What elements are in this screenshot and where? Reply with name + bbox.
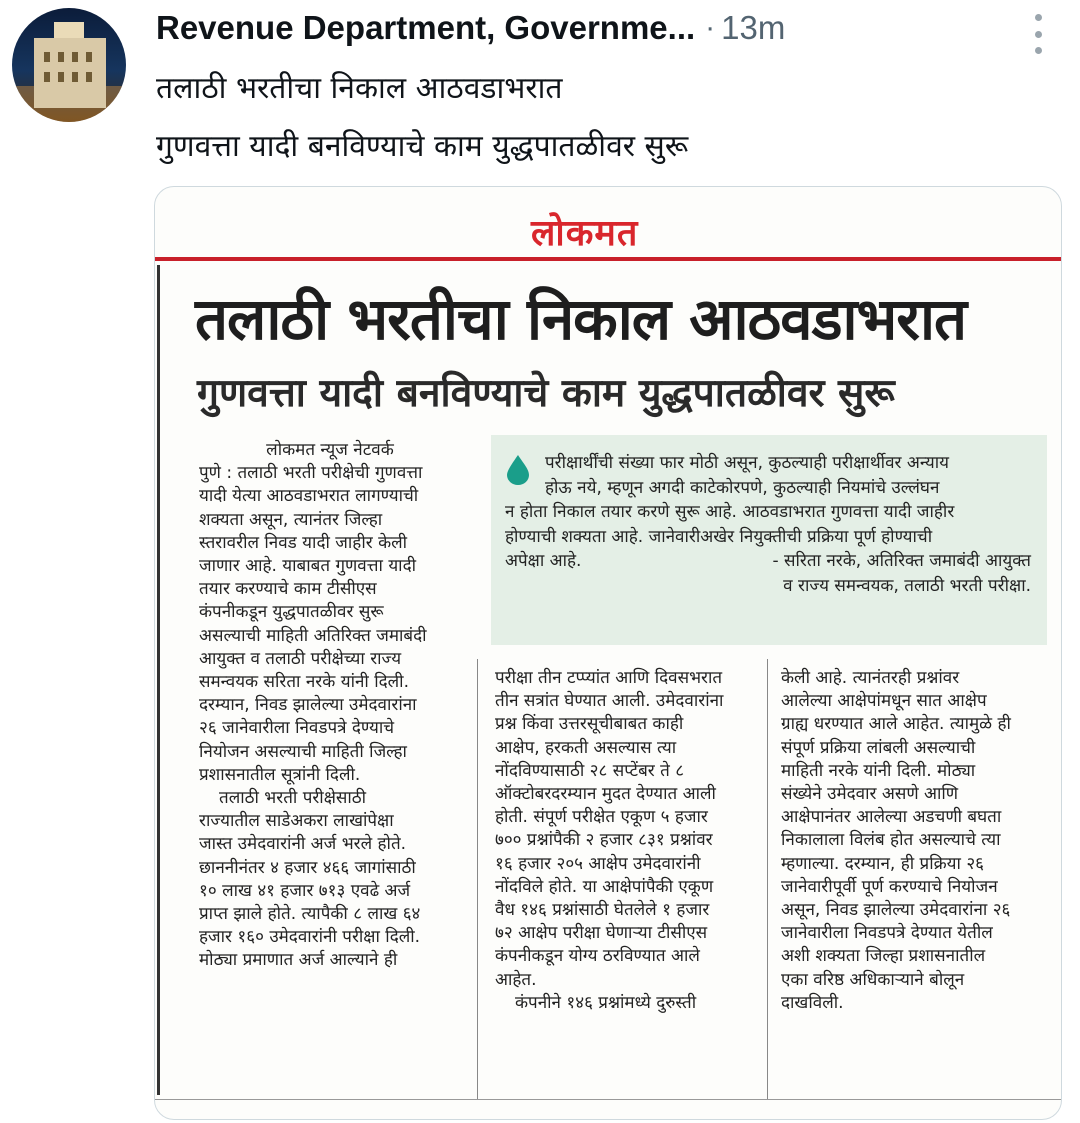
column-line: असून, निवड झालेल्या उमेदवारांना २६ (781, 900, 1011, 921)
article-column-1 (199, 439, 461, 973)
column-line: असल्याची माहिती अतिरिक्त जमाबंदी (199, 625, 427, 646)
avatar-window (86, 52, 92, 62)
column-line: समन्वयक सरिता नरके यांनी दिली. (199, 672, 409, 693)
column-line: छाननीनंतर ४ हजार ४६६ जागांसाठी (199, 857, 416, 878)
avatar-window (86, 72, 92, 82)
post-header (156, 8, 1036, 48)
avatar[interactable] (12, 8, 126, 122)
column-divider (477, 659, 478, 1099)
column-line: एका वरिष्ठ अधिकाऱ्याने बोलून (781, 969, 965, 990)
more-dot (1035, 14, 1042, 21)
column-line: प्रश्न किंवा उत्तरसूचीबाबत काही (495, 714, 684, 735)
column-line: प्राप्त झाले होते. त्यापैकी ८ लाख ६४ (199, 904, 421, 925)
column-line: हजार १६० उमेदवारांनी परीक्षा दिली. (199, 927, 421, 948)
column-line: परीक्षा तीन टप्प्यांत आणि दिवसभरात (495, 668, 723, 688)
post-timestamp[interactable]: 13m (721, 9, 786, 46)
column-line: १६ हजार २०५ आक्षेप उमेदवारांनी (495, 853, 701, 874)
avatar-window (44, 52, 50, 62)
column-line: ७२ आक्षेप परीक्षा घेणाऱ्या टीसीएस (495, 923, 708, 944)
article-column-2 (495, 667, 753, 1015)
left-column-rule (157, 265, 160, 1095)
column-line: अशी शक्यता जिल्हा प्रशासनातील (781, 946, 986, 967)
header-separator: · (705, 11, 716, 44)
column-line: दरम्यान, निवड झालेल्या उमेदवारांना (199, 695, 417, 716)
column-line: २६ जानेवारीला निवडपत्रे देण्याचे (199, 718, 395, 739)
more-dot (1035, 31, 1042, 38)
article-subheadline: गुणवत्ता यादी बनविण्याचे काम युद्धपातळीवर सुरू (197, 371, 895, 416)
more-options-icon[interactable] (1028, 14, 1048, 54)
quote-line: अपेक्षा आहे. (505, 551, 582, 571)
column-line: आक्षेप, हरकती असल्यास त्या (495, 737, 677, 758)
column-line: माहिती नरके यांनी दिली. मोठ्या (781, 760, 976, 781)
pull-quote-text (505, 451, 1035, 598)
avatar-window (44, 72, 50, 82)
column-line: प्रशासनातील सूत्रांनी दिली. (199, 764, 361, 785)
column-line: मोठ्या प्रमाणात अर्ज आल्याने ही (199, 950, 398, 971)
article-byline: लोकमत न्यूज नेटवर्क (266, 440, 394, 460)
column-line: म्हणाल्या. दरम्यान, ही प्रक्रिया २६ (781, 853, 985, 874)
column-line: तीन सत्रांत घेण्यात आली. उमेदवारांना (495, 691, 724, 712)
column-line: १० लाख ४१ हजार ७१३ एवढे अर्ज (199, 880, 411, 901)
column-line: कंपनीकडून योग्य ठरविण्यात आले (495, 946, 700, 967)
quote-drop-icon (505, 453, 531, 485)
avatar-window (58, 72, 64, 82)
column-line: होती. संपूर्ण परीक्षेत एकूण ५ हजार (495, 807, 708, 828)
column-line: राज्यातील साडेअकरा लाखांपेक्षा (199, 811, 394, 832)
column-line: जाणार आहे. याबाबत गुणवत्ता यादी (199, 556, 417, 577)
avatar-window (72, 52, 78, 62)
newspaper-logo: लोकमत (531, 212, 639, 254)
quote-line: न होता निकाल तयार करणे सुरू आहे. आठवडाभरात गुणवत्ता यादी जाहीर (505, 502, 955, 522)
column-line: कंपनीकडून युद्धपातळीवर सुरू (199, 602, 384, 623)
column-line: तयार करण्याचे काम टीसीएस (199, 579, 377, 600)
avatar-window (72, 72, 78, 82)
column-line: तलाठी भरती परीक्षेसाठी (219, 788, 367, 809)
column-line: निकालाला विलंब होत असल्याचे त्या (781, 830, 1001, 851)
avatar-window (58, 52, 64, 62)
column-line: यादी येत्या आठवडाभरात लागण्याची (199, 486, 419, 507)
column-line: दाखविली. (781, 992, 844, 1013)
article-headline: तलाठी भरतीचा निकाल आठवडाभरात (195, 285, 967, 353)
pull-quote-box (491, 435, 1047, 645)
column-line: नियोजन असल्याची माहिती जिल्हा (199, 741, 407, 762)
column-line: संख्येने उमेदवार असणे आणि (781, 784, 959, 805)
page-bottom-rule (155, 1099, 1061, 1100)
column-divider (767, 659, 768, 1099)
column-line: वैध १४६ प्रश्नांसाठी घेतलेले १ हजार (495, 900, 710, 921)
column-line: कंपनीने १४६ प्रश्नांमध्ये दुरुस्ती (515, 992, 697, 1013)
column-line: स्तरावरील निवड यादी जाहीर केली (199, 532, 408, 553)
column-line: आक्षेपानंतर आलेल्या अडचणी बघता (781, 807, 1002, 828)
quote-line: होण्याची शक्यता आहे. जानेवारीअखेर नियुक्तीची प्रक्रिया पूर्ण होण्याची (505, 526, 933, 547)
column-line: नोंदविले होते. या आक्षेपांपैकी एकूण (495, 876, 714, 897)
column-line: पुणे : तलाठी भरती परीक्षेची गुणवत्ता (199, 463, 423, 484)
column-line: ग्राह्य धरण्यात आले आहेत. त्यामुळे ही (781, 714, 1011, 735)
article-column-3 (781, 667, 1053, 1015)
quote-line: परीक्षार्थींची संख्या फार मोठी असून, कुठल्याही परीक्षार्थीवर अन्याय (545, 453, 950, 473)
column-line: केली आहे. त्यानंतरही प्रश्नांवर (781, 668, 960, 688)
column-line: आलेल्या आक्षेपांमधून सात आक्षेप (781, 691, 987, 712)
column-line: ७०० प्रश्नांपैकी २ हजार ८३१ प्रश्नांवर (495, 830, 713, 851)
column-line: जानेवारीपूर्वी पूर्ण करण्याचे नियोजन (781, 876, 998, 897)
masthead-rule (155, 257, 1061, 261)
column-line: आयुक्त व तलाठी परीक्षेच्या राज्य (199, 648, 402, 669)
column-line: नोंदविण्यासाठी २८ सप्टेंबर ते ८ (495, 760, 685, 781)
column-line: शक्यता असून, त्यानंतर जिल्हा (199, 509, 383, 530)
column-line: जानेवारीला निवडपत्रे देण्यात येतील (781, 923, 993, 944)
quote-attribution: - सरिता नरके, अतिरिक्त जमाबंदी आयुक्त (772, 551, 1031, 571)
more-dot (1035, 47, 1042, 54)
account-name[interactable]: Revenue Department, Governme... (156, 9, 696, 46)
column-line: संपूर्ण प्रक्रिया लांबली असल्याची (781, 737, 976, 758)
column-line: जास्त उमेदवारांनी अर्ज भरले होते. (199, 834, 407, 855)
quote-attribution-role: व राज्य समन्वयक, तलाठी भरती परीक्षा. (783, 575, 1031, 596)
post-media-image[interactable] (154, 186, 1062, 1120)
post-text-line-2: गुणवत्ता यादी बनविण्याचे काम युद्धपातळीवर सुरू (156, 129, 689, 164)
column-line: ऑक्टोबरदरम्यान मुदत देण्यात आली (495, 784, 716, 805)
post-text-line-1: तलाठी भरतीचा निकाल आठवडाभरात (156, 71, 563, 106)
quote-line: होऊ नये, म्हणून अगदी काटेकोरपणे, कुठल्याही नियमांचे उल्लंघन (545, 477, 940, 498)
column-line: आहेत. (495, 969, 537, 990)
